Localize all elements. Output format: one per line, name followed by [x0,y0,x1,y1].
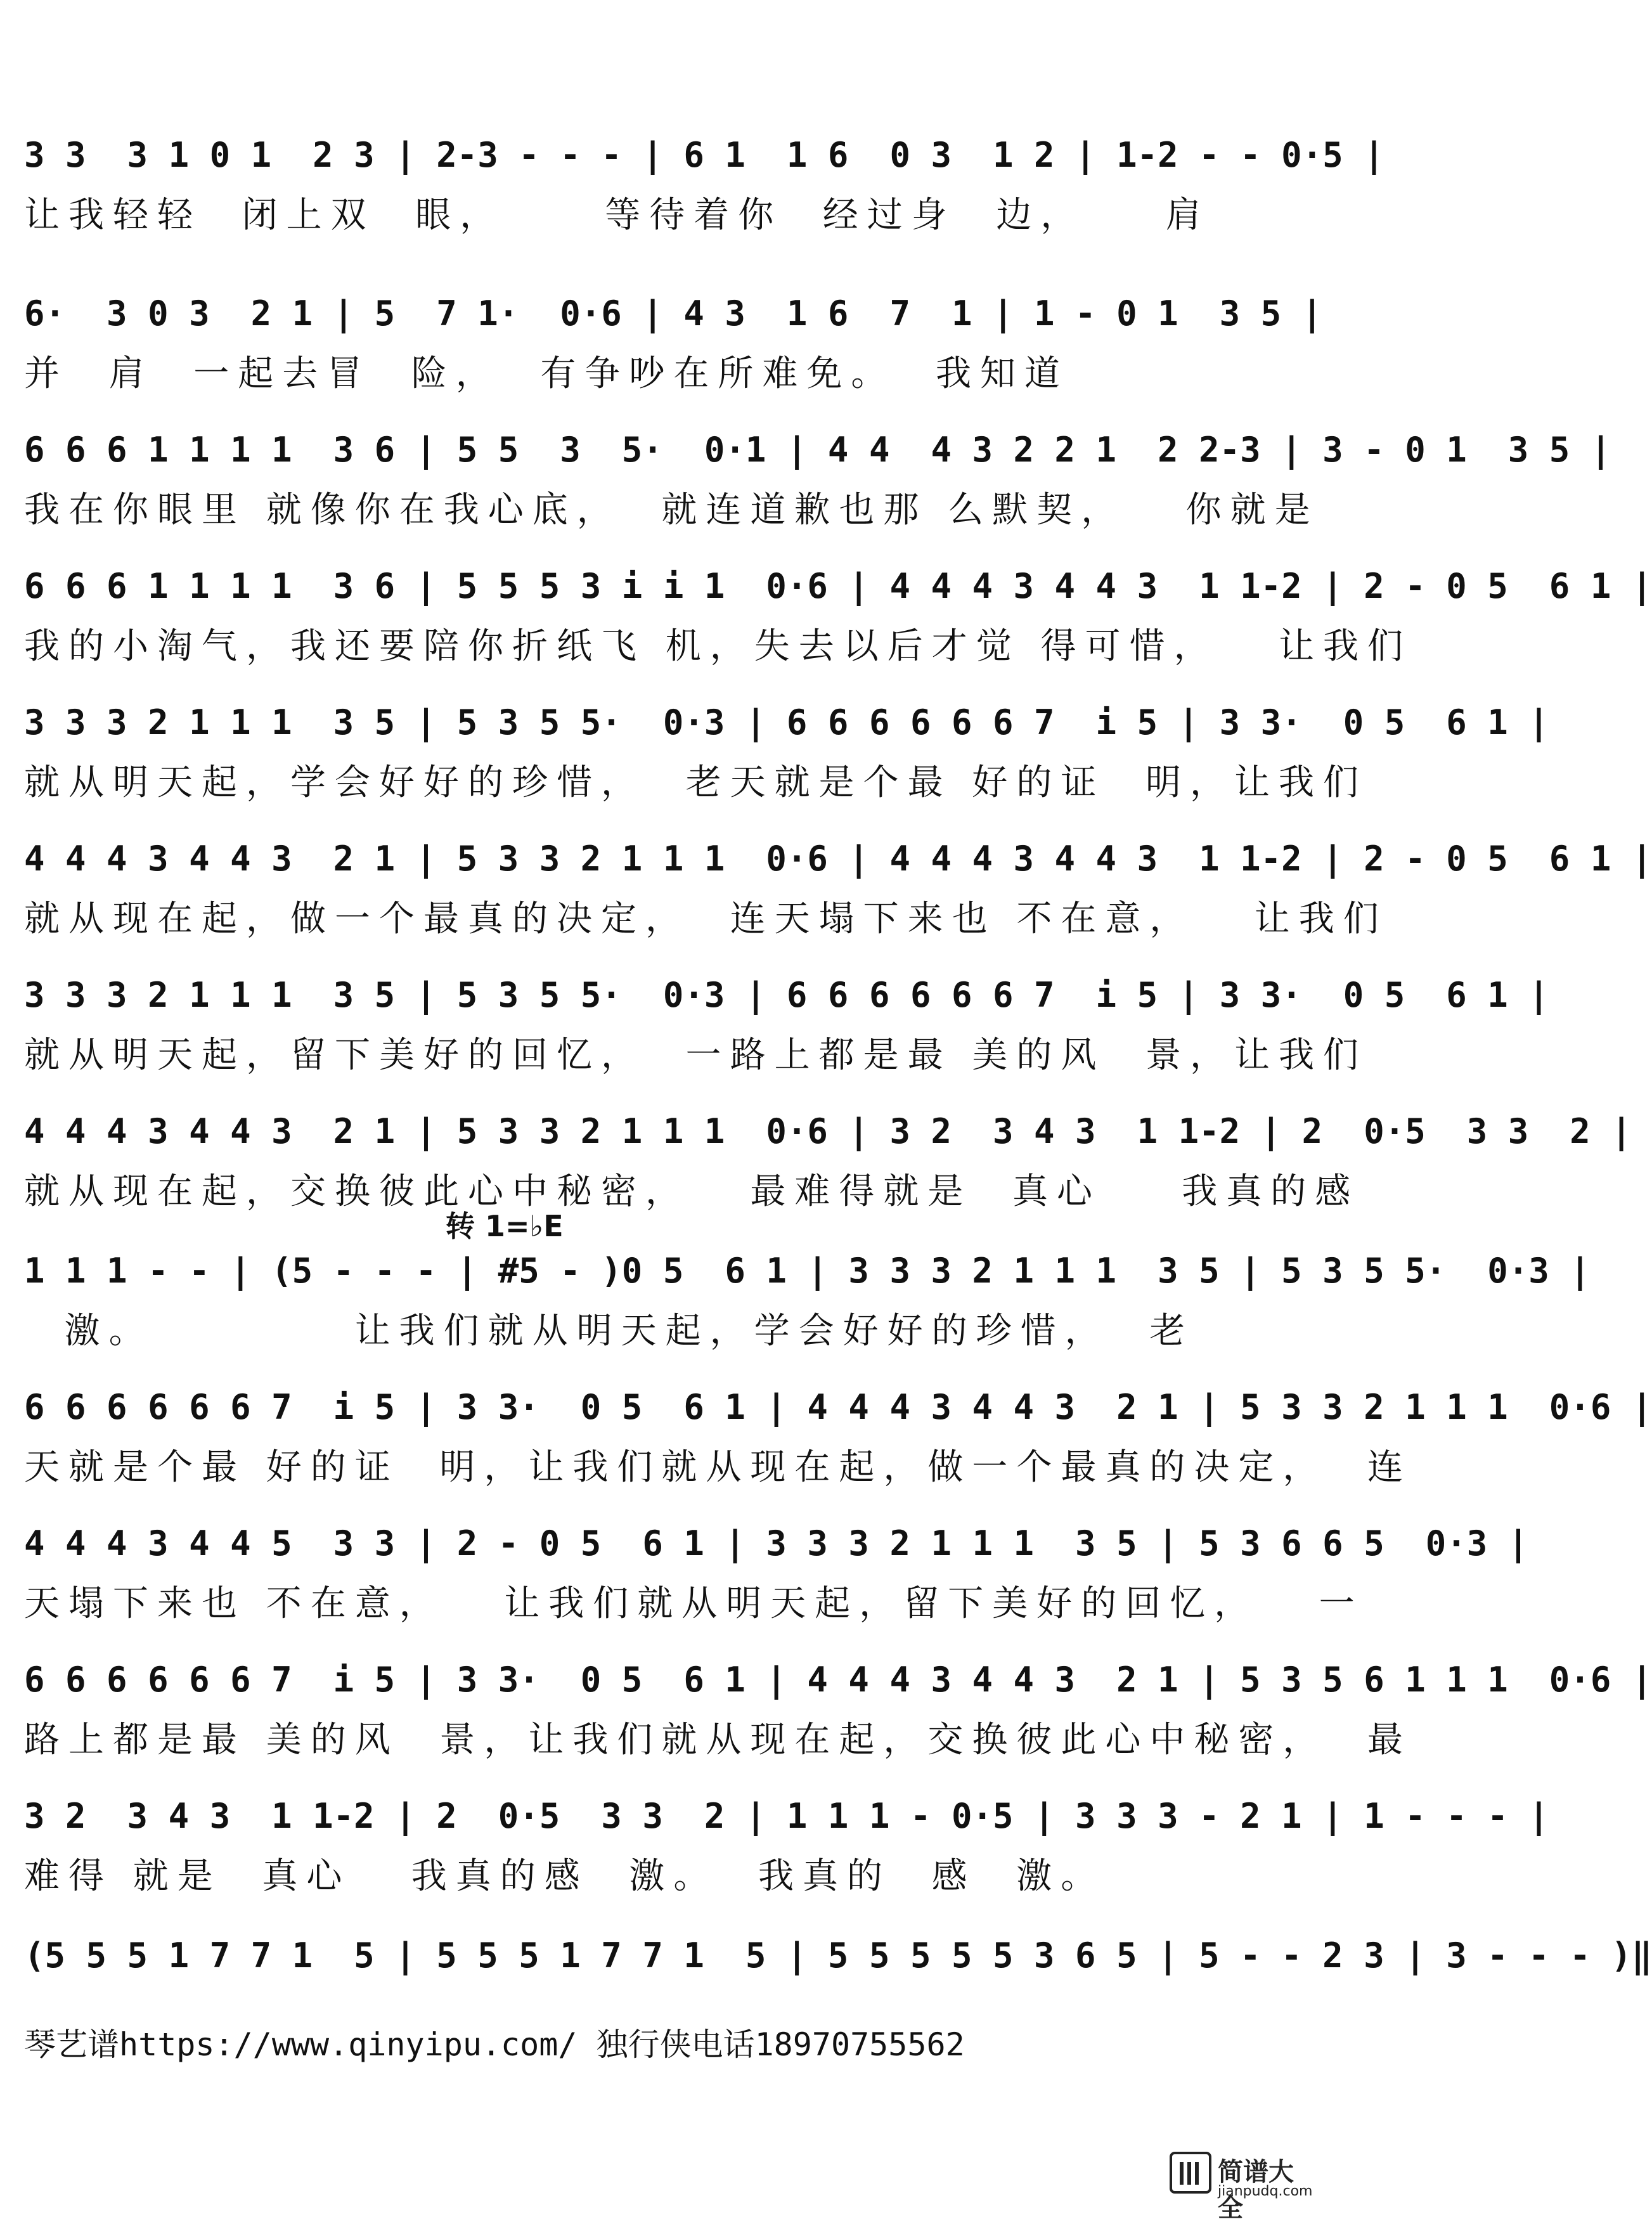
notation-line: 3 2 3 4 3 1 1-2 | 2 0·5 3 3 2 | 1 1 1 - 0·5 | 3 3 3 - 2 1 | 1 - - - | [24,1796,1549,1836]
lyrics-line: 让我轻轻 闭上双 眼， 等待着你 经过身 边， 肩 [24,195,1210,236]
notation-line: 6· 3 0 3 2 1 | 5 7 1· 0·6 | 4 3 1 6 7 1 | 1 - 0 1 3 5 | [24,294,1323,333]
watermark-domain: jianpudq.com [1218,2183,1313,2199]
lyrics-line: 我在你眼里 就像你在我心底， 就连道歉也那 么默契， 你就是 [24,489,1319,531]
lyrics-line: 路上都是最 美的风 景，让我们就从现在起，交换彼此心中秘密， 最 [24,1719,1412,1761]
notation-line: 6 6 6 6 6 6 7 i 5 | 3 3· 0 5 6 1 | 4 4 4 3 4 4 3 2 1 | 5 3 3 2 1 1 1 0·6 | [24,1387,1652,1427]
lyrics-line: 难得 就是 真心 我真的感 激。 我真的 感 激。 [24,1856,1106,1897]
modulation-label: 转 1=♭E [446,1209,564,1243]
lyrics-line: 我的小淘气，我还要陪你折纸飞 机，失去以后才觉 得可惜， 让我们 [24,626,1412,667]
watermark [1170,2133,1313,2223]
lyrics-line: 天就是个最 好的证 明，让我们就从现在起，做一个最真的决定， 连 [24,1447,1412,1488]
lyrics-line: 并 肩 一起去冒 险， 有争吵在所难免。 我知道 [24,353,1069,394]
lyrics-line: 就从现在起，交换彼此心中秘密， 最难得就是 真心 我真的感 [24,1171,1360,1212]
footer-credit: 琴艺谱https://www.qinyipu.com/ 独行侠电话18970755562 [24,2026,965,2063]
notation-line: 6 6 6 1 1 1 1 3 6 | 5 5 5 3 i i 1 0·6 | 4 4 4 3 4 4 3 1 1-2 | 2 - 0 5 6 1 | [24,566,1652,606]
lyrics-line: 激。 让我们就从明天起，学会好好的珍惜， 老 [24,1310,1194,1352]
notation-line: 3 3 3 1 0 1 2 3 | 2-3 - - - | 6 1 1 6 0 3 1 2 | 1-2 - - 0·5 | [24,135,1384,175]
notation-line: 6 6 6 1 1 1 1 3 6 | 5 5 3 5· 0·1 | 4 4 4 3 2 2 1 2 2-3 | 3 - 0 1 3 5 | [24,430,1611,470]
outro-notation-line: (5 5 5 1 7 7 1 5 | 5 5 5 1 7 7 1 5 | 5 5 5 5 5 3 6 5 | 5 - - 2 3 | 3 - - - )‖ [24,1936,1652,1975]
notation-line: 1 1 1 - - | (5 - - - | #5 - )0 5 6 1 | 3 3 3 2 1 1 1 3 5 | 5 3 5 5· 0·3 | [24,1251,1591,1291]
notation-line: 3 3 3 2 1 1 1 3 5 | 5 3 5 5· 0·3 | 6 6 6 6 6 6 7 i 5 | 3 3· 0 5 6 1 | [24,975,1549,1015]
piano-logo-icon [1170,2152,1211,2194]
notation-line: 4 4 4 3 4 4 3 2 1 | 5 3 3 2 1 1 1 0·6 | 4 4 4 3 4 4 3 1 1-2 | 2 - 0 5 6 1 | [24,839,1652,879]
notation-line: 4 4 4 3 4 4 3 2 1 | 5 3 3 2 1 1 1 0·6 | 3 2 3 4 3 1 1-2 | 2 0·5 3 3 2 | [24,1111,1632,1151]
notation-line: 6 6 6 6 6 6 7 i 5 | 3 3· 0 5 6 1 | 4 4 4 3 4 4 3 2 1 | 5 3 5 6 1 1 1 0·6 | [24,1660,1652,1700]
lyrics-line: 天塌下来也 不在意， 让我们就从明天起，留下美好的回忆， 一 [24,1583,1364,1624]
lyrics-line: 就从明天起，学会好好的珍惜， 老天就是个最 好的证 明，让我们 [24,762,1368,803]
notation-line: 3 3 3 2 1 1 1 3 5 | 5 3 5 5· 0·3 | 6 6 6 6 6 6 7 i 5 | 3 3· 0 5 6 1 | [24,702,1549,742]
lyrics-line: 就从现在起，做一个最真的决定， 连天塌下来也 不在意， 让我们 [24,898,1388,940]
watermark-brand: 简谱大全 [1218,2157,1294,2223]
notation-line: 4 4 4 3 4 4 5 3 3 | 2 - 0 5 6 1 | 3 3 3 2 1 1 1 3 5 | 5 3 6 6 5 0·3 | [24,1523,1529,1563]
lyrics-line: 就从明天起，留下美好的回忆， 一路上都是最 美的风 景，让我们 [24,1035,1368,1076]
